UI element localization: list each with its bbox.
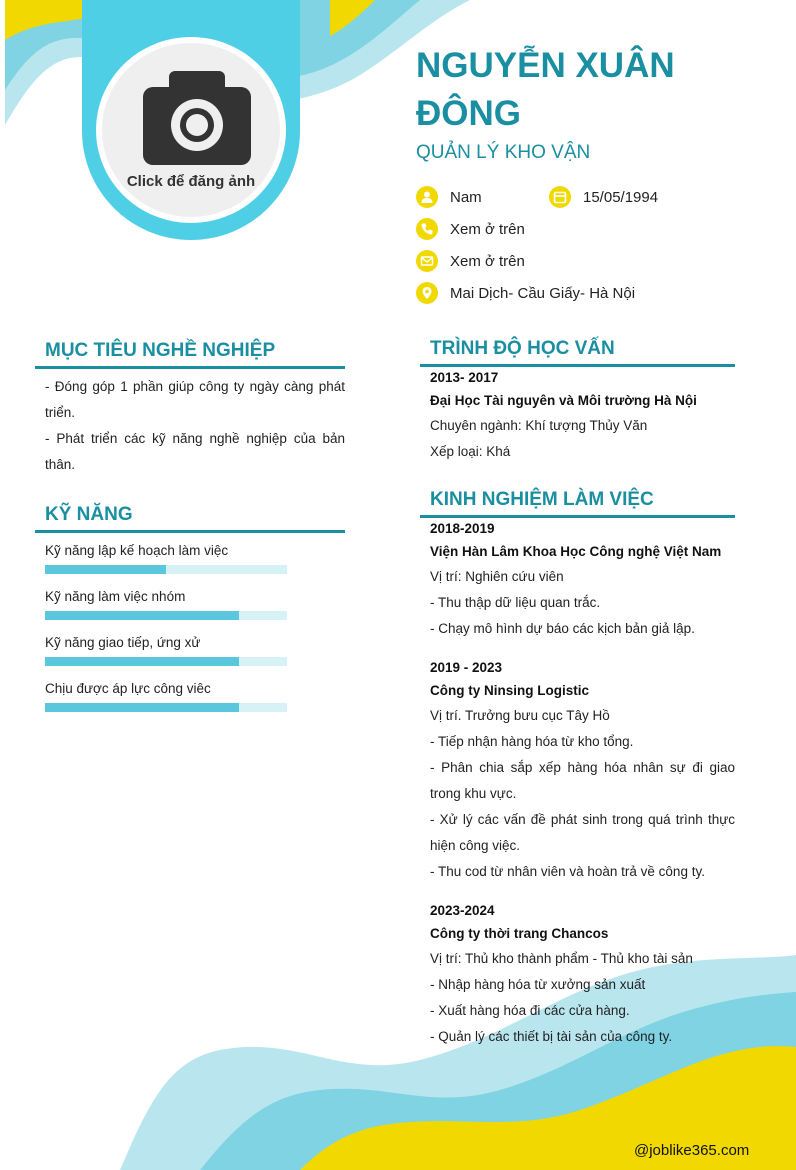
job-line: - Nhập hàng hóa từ xưởng sản xuất: [430, 977, 646, 992]
skill-bar-fill: [45, 565, 166, 574]
objective-heading: MỤC TIÊU NGHỀ NGHIỆP: [45, 340, 276, 361]
skill-bar: [45, 611, 287, 620]
education-major: Chuyên ngành: Khí tượng Thủy Văn: [430, 418, 648, 433]
address-value: Mai Dịch- Cầu Giấy- Hà Nội: [450, 284, 636, 302]
experience-divider: [420, 515, 735, 518]
skills-heading: KỸ NĂNG: [45, 504, 133, 525]
user-icon: [416, 186, 438, 208]
objective-line: - Đóng góp 1 phần giúp công ty ngày càng phát triển.: [45, 379, 345, 420]
location-icon: [416, 282, 438, 304]
skill-label: Chịu được áp lực công viêc: [45, 681, 211, 696]
objective-divider: [35, 366, 345, 369]
education-period: 2013- 2017: [430, 370, 499, 385]
education-school: Đại Học Tài nguyên và Môi trường Hà Nội: [430, 393, 697, 408]
job-line: - Tiếp nhận hàng hóa từ kho tổng.: [430, 734, 634, 749]
skills-divider: [35, 530, 345, 533]
candidate-name: NGUYỄN XUÂN ĐÔNG: [416, 46, 675, 133]
skill-bar: [45, 565, 287, 574]
calendar-icon: [549, 186, 571, 208]
experience-heading: KINH NGHIỆM LÀM VIỆC: [430, 489, 654, 510]
phone-value: Xem ở trên: [450, 220, 525, 238]
email-value: Xem ở trên: [450, 252, 525, 270]
job-line: Vị trí: Thủ kho thành phẩm - Thủ kho tài sản: [430, 951, 693, 966]
job-line: - Thu cod từ nhân viên và hoàn trả về công ty.: [430, 864, 705, 879]
skill-bar: [45, 657, 287, 666]
avatar-upload[interactable]: [96, 37, 286, 223]
objective-line: - Phát triển các kỹ năng nghề nghiệp của bản thân.: [45, 431, 345, 472]
watermark: @joblike365.com: [634, 1142, 750, 1159]
birthday-row: [549, 186, 658, 208]
birthday-value: 15/05/1994: [583, 188, 659, 206]
gender-row: [416, 186, 482, 208]
education-divider: [420, 364, 735, 367]
phone-icon: [416, 218, 438, 240]
job-company: Công ty Ninsing Logistic: [430, 683, 589, 698]
address-row: [416, 282, 635, 304]
skill-label: Kỹ năng giao tiếp, ứng xử: [45, 635, 201, 650]
email-row: [416, 250, 525, 272]
job-period: 2019 - 2023: [430, 660, 503, 675]
job-line: - Chạy mô hình dự báo các kịch bản giả lập.: [430, 621, 695, 636]
skill-bar-fill: [45, 611, 239, 620]
job-line: Vị trí. Trưởng bưu cục Tây Hồ: [430, 708, 610, 723]
phone-row: [416, 218, 525, 240]
job-period: 2023-2024: [430, 903, 495, 918]
job-line: Vị trí: Nghiên cứu viên: [430, 569, 564, 584]
job-line: - Phân chia sắp xếp hàng hóa nhân sự đi giao trong khu vực.: [430, 760, 735, 801]
skill-bar-fill: [45, 657, 239, 666]
job-period: 2018-2019: [430, 521, 495, 536]
skill-bar-fill: [45, 703, 239, 712]
job-line: - Thu thập dữ liệu quan trắc.: [430, 595, 601, 610]
education-heading: TRÌNH ĐỘ HỌC VẤN: [430, 338, 615, 359]
skill-label: Kỹ năng làm việc nhóm: [45, 589, 186, 604]
skill-bar: [45, 703, 287, 712]
gender-value: Nam: [450, 188, 482, 206]
job-title: QUẢN LÝ KHO VẬN: [416, 142, 591, 163]
job-line: - Xử lý các vấn đề phát sinh trong quá trình thực hiện công việc.: [430, 812, 735, 853]
camera-icon: [143, 71, 251, 165]
skill-label: Kỹ năng lập kế hoạch làm việc: [45, 543, 229, 558]
job-company: Viện Hàn Lâm Khoa Học Công nghệ Việt Nam: [430, 544, 722, 559]
job-company: Công ty thời trang Chancos: [430, 926, 609, 941]
education-rank: Xếp loại: Khá: [430, 444, 511, 459]
mail-icon: [416, 250, 438, 272]
job-line: - Quản lý các thiết bị tài sản của công ty.: [430, 1029, 673, 1044]
photo-caption: Click để đăng ảnh: [126, 173, 256, 190]
job-line: - Xuất hàng hóa đi các cửa hàng.: [430, 1003, 630, 1018]
